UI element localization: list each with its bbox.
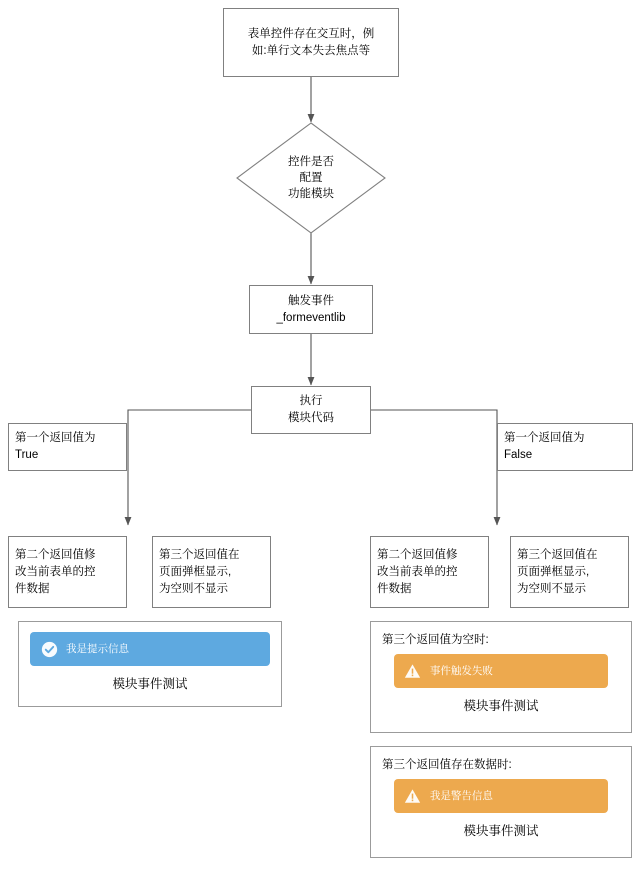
node-trigger-line-1: 触发事件 xyxy=(288,294,334,307)
node-true-line-2: True xyxy=(15,449,39,461)
alert-info-text: 我是提示信息 xyxy=(66,643,129,655)
alert-warn-data xyxy=(394,779,608,813)
node-start-line-1: 表单控件存在交互时，例 xyxy=(247,27,375,40)
alert-info xyxy=(30,632,270,666)
node-false-second-line-3: 件数据 xyxy=(377,582,412,595)
node-first-return-true xyxy=(8,423,127,471)
node-false-second-line-2: 改当前表单的控 xyxy=(377,565,458,578)
alert-warn-empty-text: 事件触发失败 xyxy=(429,665,493,677)
node-true-second-line-3: 件数据 xyxy=(15,582,50,595)
node-true-second-line-1: 第二个返回值修 xyxy=(15,548,96,561)
check-circle-icon xyxy=(40,640,58,658)
node-start-line-2: 如:单行文本失去焦点等 xyxy=(251,44,371,57)
warning-triangle-icon xyxy=(404,787,422,805)
node-true-third-line-1: 第三个返回值在 xyxy=(159,548,240,561)
node-false-third-line-2: 页面弹框显示, xyxy=(517,565,590,578)
node-true-third-line-3: 为空则不显示 xyxy=(159,582,228,595)
node-decision xyxy=(236,122,386,234)
node-decision-line-2: 配置 xyxy=(299,172,323,184)
panel-warn-empty-preview xyxy=(370,621,632,733)
node-start xyxy=(223,8,399,77)
panel-info-preview xyxy=(18,621,282,707)
panel-info-footer: 模块事件测试 xyxy=(112,677,188,691)
node-trigger-event xyxy=(249,285,373,334)
warning-triangle-icon xyxy=(404,662,422,680)
node-trigger-line-2: _formeventlib xyxy=(276,311,346,324)
node-first-return-false xyxy=(497,423,633,471)
panel-warn-empty-caption: 第三个返回值为空时: xyxy=(382,634,489,646)
node-false-second-line-1: 第二个返回值修 xyxy=(377,548,458,561)
alert-warn-empty xyxy=(394,654,608,688)
node-true-second-return xyxy=(8,536,127,608)
alert-warn-data-text: 我是警告信息 xyxy=(429,790,493,802)
panel-warn-data-caption: 第三个返回值存在数据时: xyxy=(382,759,512,771)
node-false-second-return xyxy=(370,536,489,608)
node-decision-line-1: 控件是否 xyxy=(288,156,334,168)
diamond-shape xyxy=(236,122,386,234)
node-false-third-line-3: 为空则不显示 xyxy=(517,582,586,595)
panel-warn-data-preview xyxy=(370,746,632,858)
node-true-third-return xyxy=(152,536,271,608)
node-decision-line-3: 功能模块 xyxy=(288,188,334,200)
panel-warn-empty-footer: 模块事件测试 xyxy=(463,699,539,713)
node-false-third-line-1: 第三个返回值在 xyxy=(517,548,598,561)
node-execute-line-1: 执行 xyxy=(299,395,323,407)
node-execute-line-2: 模块代码 xyxy=(288,412,334,424)
node-false-line-1: 第一个返回值为 xyxy=(504,432,585,444)
node-true-line-1: 第一个返回值为 xyxy=(15,432,96,444)
node-execute-module-code xyxy=(251,386,371,434)
panel-warn-data-footer: 模块事件测试 xyxy=(463,824,539,838)
node-true-third-line-2: 页面弹框显示, xyxy=(159,565,232,578)
node-false-third-return xyxy=(510,536,629,608)
node-true-second-line-2: 改当前表单的控 xyxy=(15,565,96,578)
node-false-line-2: False xyxy=(504,449,533,461)
